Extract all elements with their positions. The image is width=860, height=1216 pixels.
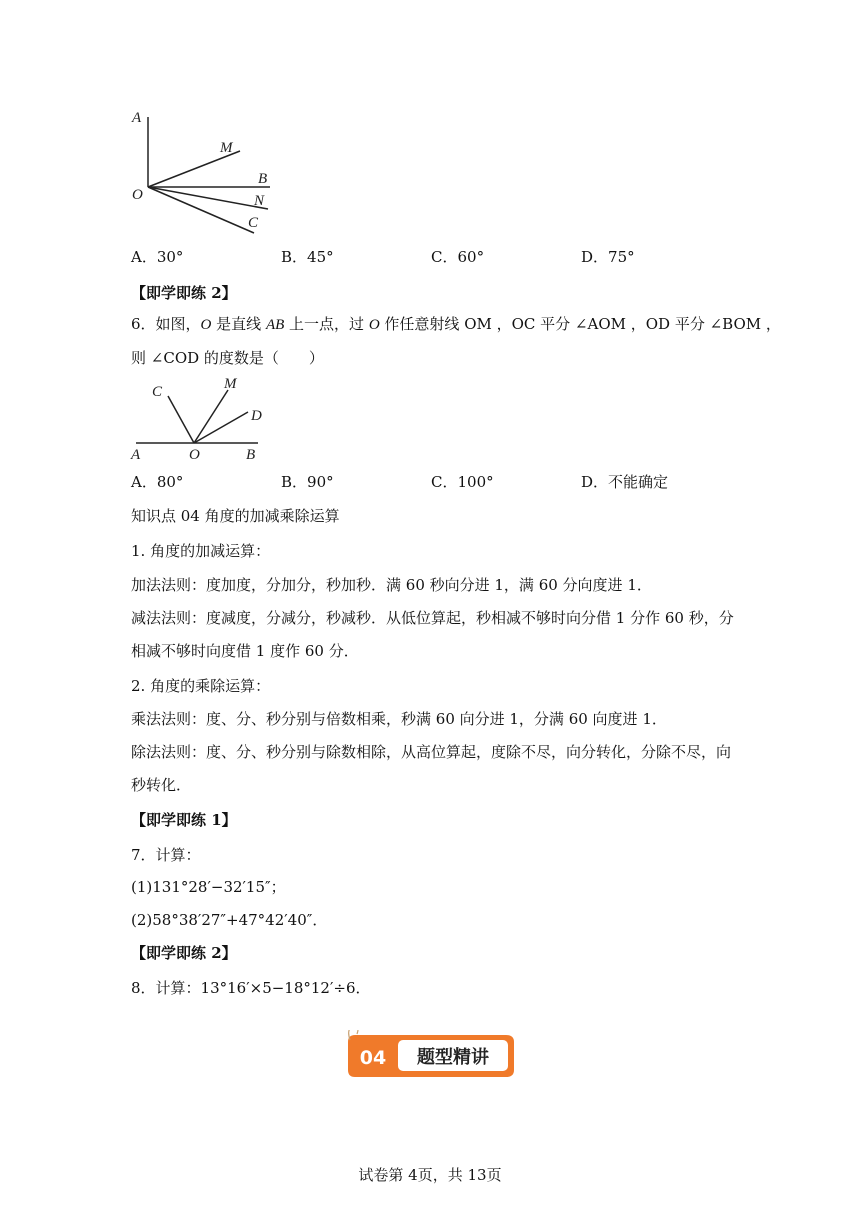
label-N: N	[254, 193, 265, 209]
ray-OC	[148, 187, 254, 233]
angle-figure-1	[128, 105, 278, 240]
q7-title: 7．计算：	[131, 846, 201, 864]
label-M: M	[224, 376, 237, 392]
ray-OM	[194, 390, 228, 443]
q6-option-a: A．80°	[131, 473, 184, 491]
practice-heading-2a: 【即学即练 2】	[131, 284, 237, 302]
label-B: B	[246, 447, 256, 463]
label-D: D	[251, 408, 262, 424]
label-C: C	[152, 384, 163, 400]
div-rule-line-2: 秒转化．	[131, 776, 192, 794]
label-A: A	[132, 110, 142, 126]
knowledge-title: 知识点 04 角度的加减乘除运算	[131, 507, 340, 525]
ray-OD	[194, 412, 248, 443]
label-M: M	[220, 140, 233, 156]
q5-option-c: C．60°	[431, 248, 485, 266]
banner-title: 题型精讲	[417, 1047, 489, 1068]
q5-option-a: A．30°	[131, 248, 184, 266]
add-sub-title: 1. 角度的加减运算：	[131, 542, 271, 560]
ray-OC	[168, 396, 194, 443]
q5-option-d: D．75°	[581, 248, 635, 266]
practice-heading-2b: 【即学即练 2】	[131, 944, 237, 962]
section-banner	[348, 1030, 514, 1078]
label-C: C	[248, 215, 259, 231]
q6-option-b: B．90°	[281, 473, 334, 491]
banner-graphic	[348, 1030, 514, 1078]
angle-figure-2	[128, 374, 268, 464]
ray-ON	[148, 187, 268, 209]
banner-number: 04	[359, 1047, 387, 1069]
mul-div-title: 2. 角度的乘除运算：	[131, 677, 271, 695]
practice-heading-1: 【即学即练 1】	[131, 811, 237, 829]
label-B: B	[258, 171, 268, 187]
q6-option-d: D．不能确定	[581, 473, 669, 491]
ray-OM	[148, 151, 240, 187]
q6-line-2: 则 ∠COD 的度数是（ ）	[131, 349, 324, 367]
label-O: O	[189, 447, 200, 463]
q6-option-c: C．100°	[431, 473, 494, 491]
mul-rule: 乘法法则：度、分、秒分别与倍数相乘，秒满 60 向分进 1，分满 60 向度进 1．	[131, 710, 667, 728]
q7-part-2: (2)58°38′27″+47°42′40″．	[131, 911, 328, 929]
page-footer: 试卷第 4页，共 13页	[358, 1166, 502, 1184]
div-rule-line-1: 除法法则：度、分、秒分别与除数相除，从高位算起，度除不尽，向分转化，分除不尽，向	[131, 743, 732, 761]
sub-rule-line-1: 减法法则：度减度，分减分，秒减秒．从低位算起，秒相减不够时向分借 1 分作 60 秒，分	[131, 609, 734, 627]
q7-part-1: (1)131°28′−32′15″；	[131, 878, 286, 896]
q6-line-1: 6．如图，O 是直线 AB 上一点，过 O 作任意射线 OM ，OC 平分 ∠AOM ，OD 平分 ∠BOM ，	[131, 315, 781, 333]
label-O: O	[132, 187, 143, 203]
add-rule: 加法法则：度加度，分加分，秒加秒．满 60 秒向分进 1，满 60 分向度进 1．	[131, 576, 652, 594]
q5-option-b: B．45°	[281, 248, 334, 266]
sub-rule-line-2: 相减不够时向度借 1 度作 60 分．	[131, 642, 359, 660]
q8: 8．计算：13°16′×5−18°12′÷6．	[131, 979, 371, 997]
label-A: A	[131, 447, 141, 463]
